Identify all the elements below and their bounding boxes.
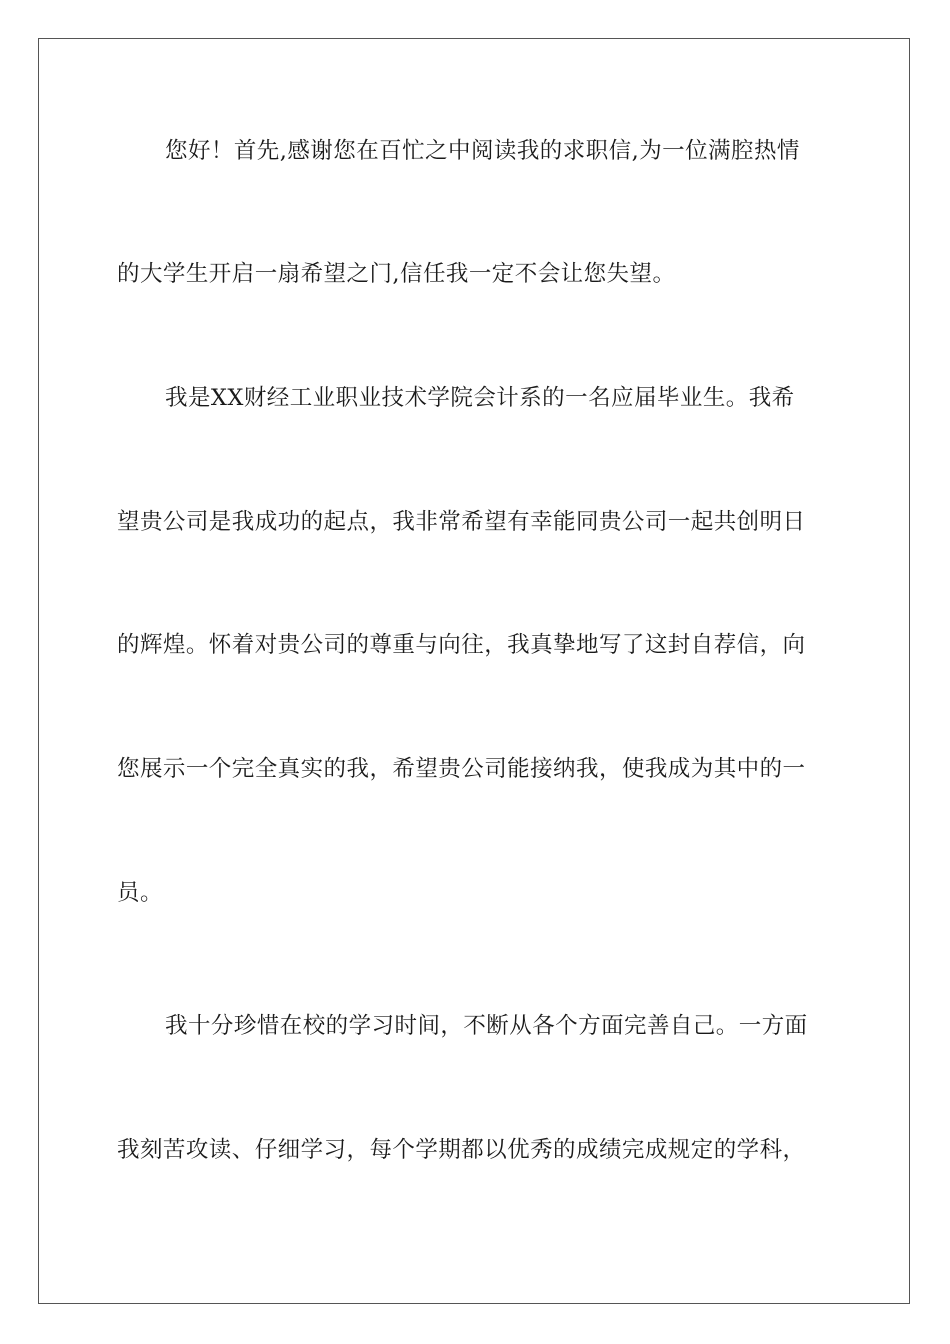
- paragraph-3-line-1: 我十分珍惜在校的学习时间，不断从各个方面完善自己。一方面: [165, 1013, 808, 1039]
- paragraph-1-line-2: 的大学生开启一扇希望之门,信任我一定不会让您失望。: [117, 261, 676, 287]
- paragraph-3-line-2: 我刻苦攻读、仔细学习，每个学期都以优秀的成绩完成规定的学科，: [117, 1137, 806, 1163]
- paragraph-2-line-2: 望贵公司是我成功的起点，我非常希望有幸能同贵公司一起共创明日: [117, 509, 806, 535]
- paragraph-2-line-4: 您展示一个完全真实的我，希望贵公司能接纳我，使我成为其中的一: [117, 756, 806, 782]
- paragraph-2-line-1: 我是XX财经工业职业技术学院会计系的一名应届毕业生。我希: [165, 385, 795, 411]
- paragraph-2-line-5: 员。: [117, 880, 163, 906]
- paragraph-2-line-3: 的辉煌。怀着对贵公司的尊重与向往，我真挚地写了这封自荐信，向: [117, 632, 806, 658]
- paragraph-1-line-1: 您好！首先,感谢您在百忙之中阅读我的求职信,为一位满腔热情: [165, 138, 800, 164]
- page-border: [38, 38, 910, 1304]
